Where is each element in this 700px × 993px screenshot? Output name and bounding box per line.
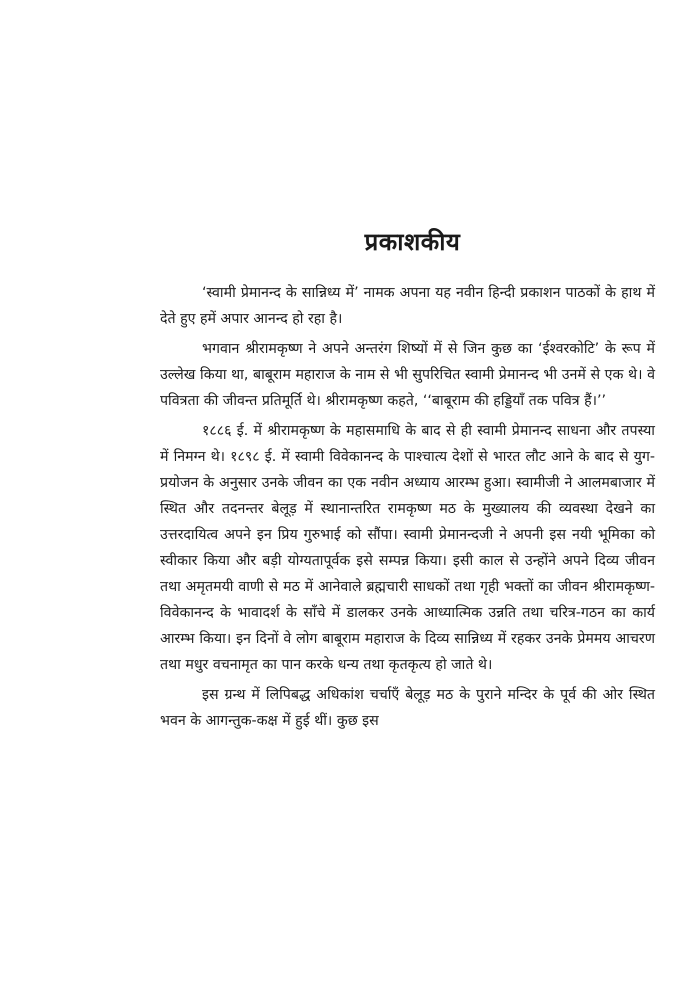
paragraph-1: ‘स्वामी प्रेमानन्द के सान्निध्य में’ नामक अपना यह नवीन हिन्दी प्रकाशन पाठकों के हाथ में देते हुए हमें अपार आनन्द हो रहा है। xyxy=(160,285,655,327)
paragraph-2: भगवान श्रीरामकृष्ण ने अपने अन्तरंग शिष्यों में से जिन कुछ का ‘ईश्वरकोटि’ के रूप में उल्लेख किया था, बाबूराम महाराज के नाम से भी सुपरिचित स्वामी प्रेमानन्द भी उनमें से एक थे। वे पवित्रता की जीवन्त प्रतिमूर्ति थे। श्रीरामकृष्ण कहते, ‘‘बाबूराम की हड्डियाँ तक पवित्र हैं।’’ xyxy=(160,341,655,409)
document-page xyxy=(160,225,655,738)
page-title: प्रकाशकीय xyxy=(364,228,461,256)
paragraph-4: इस ग्रन्थ में लिपिबद्ध अधिकांश चर्चाएँ बेलूड़ मठ के पुराने मन्दिर के पूर्व की ओर स्थित भवन के आगन्तुक-कक्ष में हुई थीं। कुछ इस xyxy=(160,687,655,729)
paragraph-3: १८८६ ई. में श्रीरामकृष्ण के महासमाधि के बाद से ही स्वामी प्रेमानन्द साधना और तपस्या में निमग्न थे। १८९८ ई. में स्वामी विवेकानन्द के पाश्चात्य देशों से भारत लौट आने के बाद से युग-प्रयोजन के अनुसार उनके जीवन का एक नवीन अध्याय आरम्भ हुआ। स्वामीजी ने आलमबाजार में स्थित और तदनन्तर बेलूड़ में स्थानान्तरित रामकृष्ण मठ के मुख्यालय की व्यवस्था देखने का उत्तरदायित्व अपने इन प्रिय गुरुभाई को सौंपा। स्वामी प्रेमानन्दजी ने अपनी इस नयी भूमिका को स्वीकार किया और बड़ी योग्यतापूर्वक इसे सम्पन्न किया। इसी काल से उन्होंने अपने दिव्य जीवन तथा अमृतमयी वाणी से मठ में आनेवाले ब्रह्मचारी साधकों तथा गृही भक्तों का जीवन श्रीरामकृष्ण-विवेकानन्द के भावादर्श के साँचे में डालकर उनके आध्यात्मिक उन्नति तथा चरित्र-गठन का कार्य आरम्भ किया। इन दिनों वे लोग बाबूराम महाराज के दिव्य सान्निध्य में रहकर उनके प्रेममय आचरण तथा मधुर वचनामृत का पान करके धन्य तथा कृतकृत्य हो जाते थे। xyxy=(160,423,655,673)
